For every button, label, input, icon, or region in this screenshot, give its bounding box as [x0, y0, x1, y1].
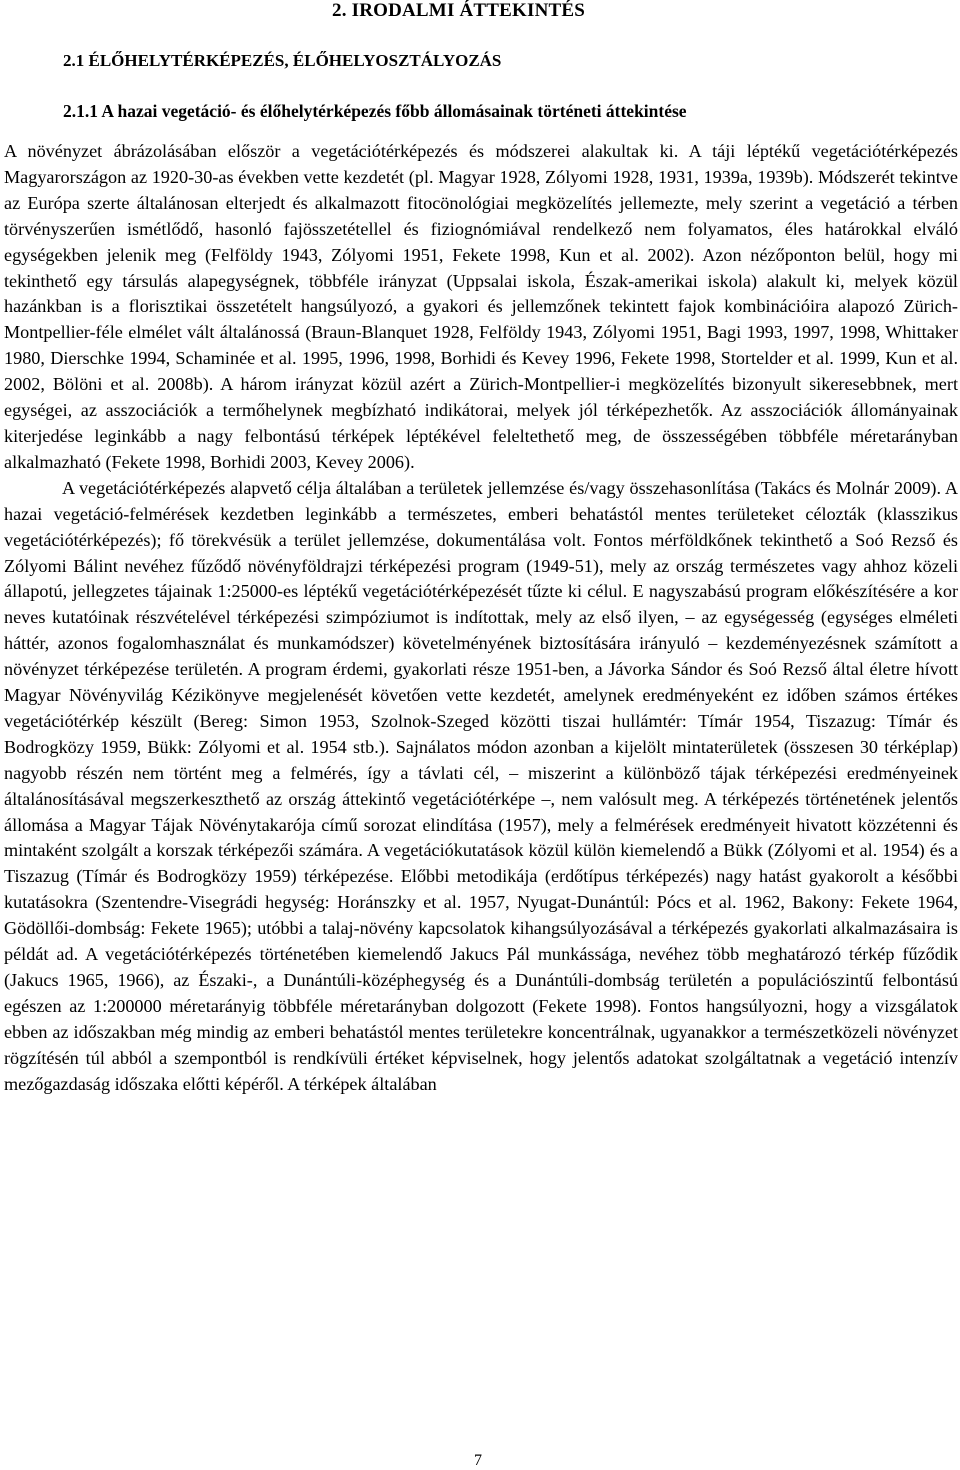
chapter-heading: 2. IRODALMI ÁTTEKINTÉS [332, 0, 586, 21]
section-heading: 2.1 ÉLŐHELYTÉRKÉPEZÉS, ÉLŐHELYOSZTÁLYOZÁS [63, 51, 502, 70]
body-text [4, 139, 958, 1098]
page-number: 7 [474, 1452, 482, 1469]
subsection-heading: 2.1.1 A hazai vegetáció- és élőhelytérképezés főbb állomásainak történeti áttekintése [63, 101, 687, 121]
paragraph-1: A növényzet ábrázolásában először a vegetációtérképezés és módszerei alakultak ki. A táji léptékű vegetációtérképezés Magyarországon az 1920-30-as években vette kezdetét (pl. Magyar 1928, Zólyomi 1928, 1931, 1939a, 1939b). Módszerét tekintve az Európa szerte általánosan elterjedt és alkalmazott fitocönológiai megközelítés jellemezte, mely szerint a vegetáció a térben törvényszerűen ismétlődő, hasonló fajösszetétellel és fiziognómiával rendelkező nem folyamatos, éles határokkal elváló egységekben jelenik meg (Felföldy 1943, Zólyomi 1951, Fekete 1998, Kun et al. 2002). Azon nézőponton belül, hogy mi tekinthető egy társulás alapegységnek, többféle irányzat (Uppsalai iskola, Észak-amerikai iskola) alakult ki, melyek közül hazánkban is a florisztikai összetételt hangsúlyozó, a gyakori és jellemzőnek tekintett fajok kombinációira alapozó Zürich-Montpellier-féle elmélet vált általánossá (Braun-Blanquet 1928, Felföldy 1943, Zólyomi 1951, Bagi 1993, 1997, 1998, Whittaker 1980, Dierschke 1994, Schaminée et al. 1995, 1996, 1998, Borhidi és Kevey 1996, Fekete 1998, Stortelder et al. 1999, Kun et al. 2002, Bölöni et al. 2008b). A három irányzat közül azért a Zürich-Montpellier-i megközelítés bizonyult sikeresebbnek, mert egységei, az asszociációk a termőhelynek megbízható indikátorai, melyek jól térképezhetők. Az asszociációk állományainak kiterjedése leginkább a nagy felbontású térképek léptékével feleltethető meg, de összességében többféle méretarányban alkalmazható (Fekete 1998, Borhidi 2003, Kevey 2006). [4, 141, 958, 472]
paragraph-2: A vegetációtérképezés alapvető célja általában a területek jellemzése és/vagy összehasonlítása (Takács és Molnár 2009). A hazai vegetáció-felmérések kezdetben leginkább a természetes, emberi behatástól mentes területeket célozták (klasszikus vegetációtérképezés); fő törekvésük a terület jellemzése, dokumentálása volt. Fontos mérföldkőnek tekinthető a Soó Rezső és Zólyomi Bálint nevéhez fűződő növényföldrajzi térképezési program (1949-51), mely az ország természetes vagy ahhoz közeli állapotú, jellegzetes tájainak 1:25000-es léptékű vegetációtérképezését tűzte ki célul. E nagyszabású program előkészítésére a kor neves kutatóinak részvételével térképezési szimpóziumot is indítottak, mely az első ilyen, – az egységesség (egységes elméleti háttér, azonos fogalomhasználat és munkamódszer) követelményének biztosítására irányuló – kezdeményezésnek számított a növényzet térképezése területén. A program érdemi, gyakorlati része 1951-ben, a Jávorka Sándor és Soó Rezső által életre hívott Magyar Növényvilág Kézikönyve megjelenését követően vette kezdetét, amelynek eredményeként ez időben számos értékes vegetációtérkép készült (Bereg: Simon 1953, Szolnok-Szeged közötti tiszai hullámtér: Tímár 1954, Tiszazug: Tímár és Bodrogközy 1959, Bükk: Zólyomi et al. 1954 stb.). Sajnálatos módon azonban a kijelölt mintaterületek (összesen 30 térképlap) nagyobb részén nem történt meg a felmérés, így a távlati cél, – miszerint a különböző tájak térképezési eredményeinek általánosításával megszerkeszthető az ország áttekintő vegetációtérképe –, nem valósult meg. A térképezés történetének jelentős állomása a Magyar Tájak Növénytakarója című sorozat elindítása (1957), mely a felmérések eredményeit hivatott közzétenni és mintaként szolgált a korszak térképezői számára. A vegetációkutatások közül külön kiemelendő a Bükk (Zólyomi et al. 1954) és a Tiszazug (Tímár és Bodrogközy 1959) térképezése. Előbbi metodikája (erdőtípus térképezés) nagy hatást gyakorolt a későbbi kutatásokra (Szentendre-Visegrádi hegység: Horánszky et al. 1957, Nyugat-Dunántúl: Pócs et al. 1962, Bakony: Fekete 1964, Gödöllői-dombság: Fekete 1965); utóbbi a talaj-növény kapcsolatok kihangsúlyozásával a térképezés gyakorlati alkalmazásaira is példát ad. A vegetációtérképezés történetében kiemelendő Jakucs Pál munkássága, nevéhez több meghatározó térkép fűződik (Jakucs 1965, 1966), az Északi-, a Dunántúli-középhegység és a Dunántúli-dombság területén a populációszintű felbontású egészen az 1:200000 méretarányig többféle méretarányban dolgozott (Fekete 1998). Fontos hangsúlyozni, hogy a vizsgálatok ebben az időszakban még mindig az emberi behatástól mentes területekre koncentrálnak, ugyanakkor a természetközeli növényzet rögzítésén túl abból a szempontból is rendkívüli értéket képviselnek, hogy jelentős adatokat szolgáltatnak a vegetáció intenzív mezőgazdaság időszaka előtti képéről. A térképek általában [4, 477, 958, 1094]
